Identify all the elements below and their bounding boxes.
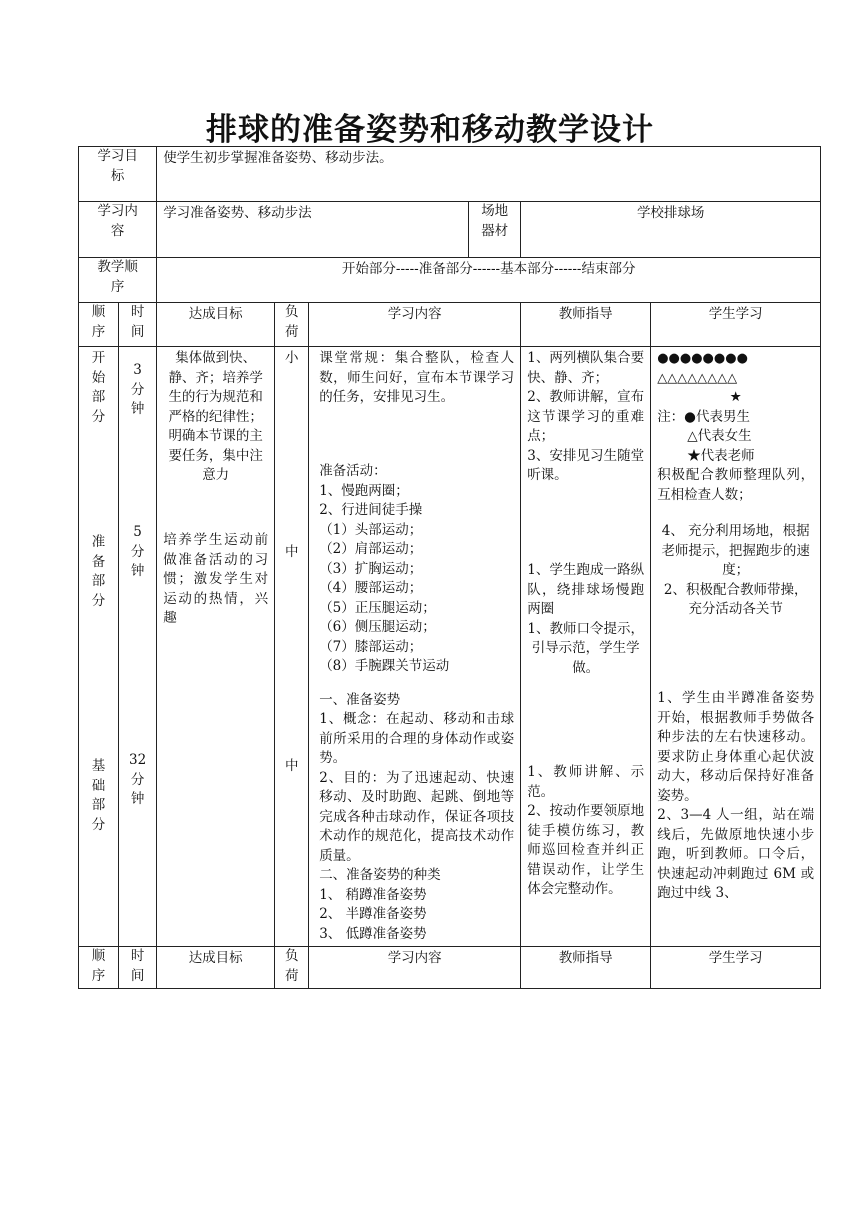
basic-type-item: 2、 半蹲准备姿势	[319, 906, 427, 922]
content-basic-purpose: 2、目的：为了迅速起动、快速移动、及时助跑、起跳、倒地等完成各种击球动作，保证各项技术动作的规范化，提高技术动作质量。	[319, 769, 515, 864]
teacher-basic	[527, 763, 644, 900]
goal-prep: 培养学生运动前做准备活动的习惯；激发学生对运动的热情，兴趣	[163, 532, 269, 626]
stage-start: 开始部分	[91, 350, 106, 425]
load-start: 小	[284, 350, 299, 366]
content-prep-title: 准备活动：	[319, 463, 387, 479]
load-column	[275, 347, 309, 947]
venue-label: 场地器材	[469, 202, 521, 258]
main-row	[79, 347, 821, 947]
teacher-item: 2、按动作要领原地徒手模仿练习，教师巡回检查并纠正错误动作，让学生体会完整动作。	[527, 803, 645, 897]
legend-girls: △代表女生	[687, 428, 752, 444]
time-prep: 5分钟	[130, 524, 145, 579]
time-basic: 32分钟	[129, 752, 147, 807]
prep-item: （4）腰部运动；	[319, 580, 423, 596]
legend-teacher: ★代表老师	[687, 447, 755, 464]
stage-prep: 准备部分	[91, 534, 106, 609]
content-basic-title: 一、准备姿势	[319, 691, 401, 708]
legend-boys: 注：●代表男生	[657, 408, 750, 425]
student-item: 4、 充分利用场地，根据老师提示，把握跑步的速度；	[661, 523, 810, 578]
prep-item: （8）手腕踝关节运动	[319, 658, 450, 674]
content-basic-types-title: 二、准备姿势的种类	[319, 867, 441, 883]
prep-item: （1）头部运动；	[319, 521, 423, 538]
content-start: 课堂常规：集合整队，检查人数，师生问好，宣布本节课学习的任务，安排见习生。	[319, 350, 515, 405]
document-title: 排球的准备姿势和移动教学设计	[206, 112, 654, 148]
teacher-item: 3、安排见习生随堂听课。	[527, 447, 645, 483]
prep-item: （2）肩部运动；	[319, 541, 423, 557]
time-start: 3分钟	[130, 362, 145, 417]
order-text: 开始部分-----准备部分------基本部分------结束部分	[157, 258, 821, 303]
goal-start: 集体做到快、静、齐；培养学生的行为规范和严格的纪律性；明确本节课的主要任务，集中注意力	[168, 350, 263, 483]
venue-text: 学校排球场	[521, 202, 821, 258]
header-row	[79, 303, 821, 347]
footer-teacher: 教师指导	[521, 947, 651, 989]
prep-item: 1、慢跑两圈；	[319, 482, 409, 499]
content-column	[309, 347, 521, 947]
footer-order: 顺序	[79, 947, 119, 989]
prep-item: （5）正压腿运动；	[319, 599, 436, 616]
prep-item: （6）侧压腿运动；	[319, 619, 436, 635]
footer-goal: 达成目标	[157, 947, 275, 989]
basic-type-item: 3、 低蹲准备姿势	[319, 925, 427, 942]
footer-time: 时间	[119, 947, 157, 989]
teacher-item: 1、教师讲解、示范。	[527, 764, 645, 800]
content-row	[79, 202, 821, 258]
teacher-item: 1、教师口令提示，引导示范，学生学做。	[527, 620, 644, 676]
student-start: 积极配合教师整理队列，互相检查人数；	[657, 467, 815, 503]
footer-student: 学生学习	[651, 947, 821, 989]
prep-item: （7）膝部运动；	[319, 638, 423, 655]
content-text: 学习准备姿势、移动步法	[157, 202, 469, 258]
teacher-prep	[527, 561, 644, 763]
prep-item: （3）扩胸运动；	[319, 560, 423, 577]
objective-label: 学习目标	[79, 147, 157, 202]
footer-content: 学习内容	[309, 947, 521, 989]
teacher-column	[521, 347, 651, 947]
header-order: 顺序	[79, 303, 119, 347]
student-basic	[657, 689, 814, 904]
teacher-start	[527, 349, 644, 561]
footer-load: 负荷	[275, 947, 309, 989]
teacher-item: 2、教师讲解，宣布这节课学习的重难点；	[527, 389, 645, 444]
time-column	[119, 347, 157, 947]
stage-column	[79, 347, 119, 947]
lesson-plan-table	[78, 146, 821, 989]
formation-girls: △△△△△△△△	[657, 370, 738, 386]
header-load: 负荷	[275, 303, 309, 347]
objective-row	[79, 147, 821, 202]
header-content: 学习内容	[309, 303, 521, 347]
footer-header-row	[79, 947, 821, 989]
header-teacher: 教师指导	[521, 303, 651, 347]
load-prep: 中	[284, 544, 299, 560]
student-item: 1、学生由半蹲准备姿势开始，根据教师手势做各种步法的左右快速移动。要求防止身体重心起伏波动大，移动后保持好准备姿势。	[657, 690, 815, 804]
teacher-item: 1、学生跑成一路纵队，绕排球场慢跑两圈	[527, 562, 645, 617]
student-prep	[657, 522, 814, 689]
stage-basic: 基础部分	[91, 758, 106, 833]
prep-item: 2、行进间徒手操	[319, 502, 423, 518]
load-basic: 中	[284, 758, 299, 774]
order-label: 教学顺序	[79, 258, 157, 303]
content-label: 学习内容	[79, 202, 157, 258]
basic-type-item: 1、 稍蹲准备姿势	[319, 886, 427, 903]
header-student: 学生学习	[651, 303, 821, 347]
header-time: 时间	[119, 303, 157, 347]
formation-boys: ●●●●●●●●	[657, 351, 748, 366]
student-item: 2、积极配合教师带操，充分活动各关节	[663, 581, 808, 617]
student-item: 2、3—4 人一组，站在端线后，先做原地快速小步跑，听到教师。口令后，快速起动冲刺跑过 6M 或跑过中线 3、	[657, 807, 815, 901]
order-row	[79, 258, 821, 303]
content-basic-concept: 1、概念：在起动、移动和击球前所采用的合理的身体动作或姿势。	[319, 711, 515, 766]
teacher-item: 1、两列横队集合要快、静、齐；	[527, 350, 645, 386]
goal-column	[157, 347, 275, 947]
student-column	[651, 347, 821, 947]
objective-text: 使学生初步掌握准备姿势、移动步法。	[157, 147, 821, 202]
header-goal: 达成目标	[157, 303, 275, 347]
formation-teacher: ★	[729, 389, 742, 405]
